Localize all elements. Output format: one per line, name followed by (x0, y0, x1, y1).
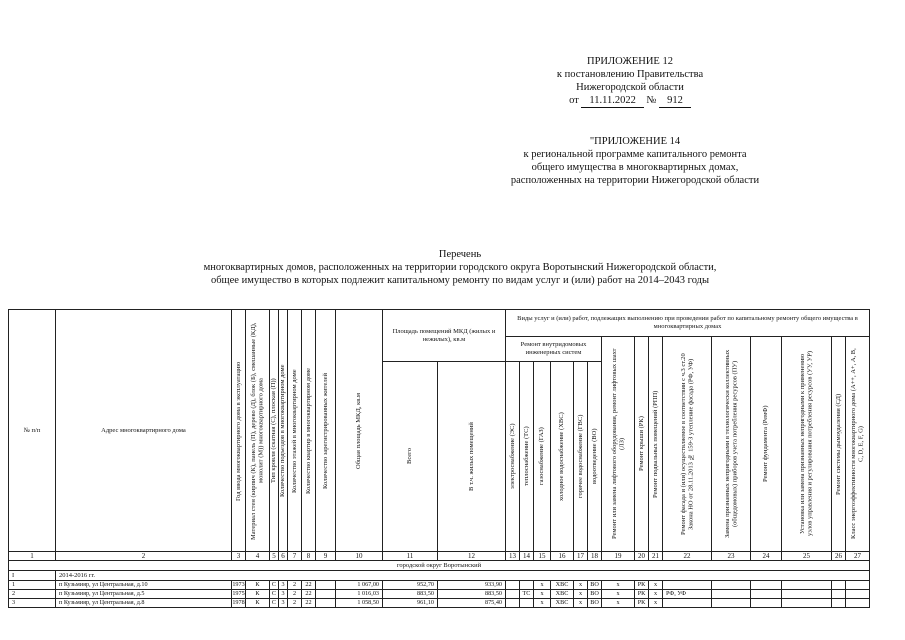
column-number: 16 (551, 552, 574, 561)
header-num: № п/п (9, 310, 56, 552)
appendix-12-line2: к постановлению Правительства (556, 69, 704, 80)
column-number: 6 (279, 552, 288, 561)
header-es: электроснабжение (ЭС) (506, 362, 520, 552)
cell-energy-class (846, 599, 870, 608)
header-foundation: Ремонт фундамента (РемФ) (751, 337, 782, 552)
header-basement: Ремонт подвальных помещений (РПП) (649, 337, 663, 552)
cell-area-all: 952,70 (383, 581, 438, 590)
cell-control-units (782, 581, 832, 590)
column-number: 7 (288, 552, 302, 561)
resolution-number: 912 (659, 94, 691, 108)
column-number: 22 (663, 552, 712, 561)
column-number: 15 (534, 552, 551, 561)
cell-foundation (751, 599, 782, 608)
houses-table (8, 309, 870, 608)
header-area-group: Площадь помещений МКД (жилых и нежилых), кв.м (383, 310, 506, 362)
section-row (9, 561, 870, 571)
header-area-all: Всего (383, 362, 438, 552)
header-total-area: Общая площадь МКД, кв.м (336, 310, 383, 552)
cell-floors: 2 (288, 581, 302, 590)
cell-es (506, 590, 520, 599)
header-roof-repair: Ремонт крыши (РК) (635, 337, 649, 552)
cell-es (506, 599, 520, 608)
title-line3: общее имущество в которых подлежит капитальному ремонту по видам услуг и (или) работ на 2014–2043 годы (210, 275, 710, 286)
cell-apartments: 22 (302, 599, 316, 608)
header-area-living: В т.ч. жилых помещений (438, 362, 506, 552)
cell-address: п Кузьмияр, ул Центральная, д.5 (56, 590, 232, 599)
cell-area-living: 933,90 (438, 581, 506, 590)
header-smoke: Ремонт системы дымоудаления (СД) (832, 337, 846, 552)
appendix-14-line3: общего имущества в многоквартирных домах, (531, 162, 739, 173)
cell-meters (712, 590, 751, 599)
cell-basement: х (649, 590, 663, 599)
column-number: 11 (383, 552, 438, 561)
cell-wall: К (246, 581, 270, 590)
cell-roof: С (270, 581, 279, 590)
cell-roof: С (270, 599, 279, 608)
cell-area-all: 961,10 (383, 599, 438, 608)
header-year: Год ввода многоквартирного дома в эксплуатацию (232, 310, 246, 552)
cell-ts (520, 599, 534, 608)
cell-hvs: ХВС (551, 581, 574, 590)
appendix-14-header (455, 135, 815, 187)
appendix-12-title: ПРИЛОЖЕНИЕ 12 (587, 56, 673, 67)
period-num: I (9, 571, 56, 581)
cell-apartments: 22 (302, 581, 316, 590)
column-number: 3 (232, 552, 246, 561)
cell-gas: х (534, 581, 551, 590)
column-number: 5 (270, 552, 279, 561)
appendix-14-line2: к региональной программе капитального ремонта (523, 149, 747, 160)
column-number: 2 (56, 552, 232, 561)
header-control-units: Установка или замена признанных непригодными к применению узлов управления и регулирования потребления ресурсов (УУ, УР) (782, 337, 832, 552)
resolution-date: 11.11.2022 (581, 94, 643, 108)
cell-year: 1973 (232, 581, 245, 588)
cell-residents (316, 599, 336, 608)
header-energy-class: Класс энергоэффективности многоквартирного дома (А++, А+, А, В, С, D, E, F, G) (846, 337, 870, 552)
table-row (9, 599, 870, 608)
cell-num: 3 (9, 599, 56, 608)
cell-floors: 2 (288, 599, 302, 608)
cell-foundation (751, 581, 782, 590)
column-number: 4 (246, 552, 270, 561)
column-number: 23 (712, 552, 751, 561)
cell-year: 1975 (232, 590, 245, 597)
column-number: 10 (336, 552, 383, 561)
title-line1: Перечень (438, 249, 482, 260)
date-prefix: от (569, 95, 579, 106)
column-number: 24 (751, 552, 782, 561)
header-roof: Тип кровли (скатная (С), плоская (П)) (270, 310, 279, 552)
column-number: 27 (846, 552, 870, 561)
column-number: 17 (574, 552, 588, 561)
table-row (9, 581, 870, 590)
cell-address: п Кузьмияр, ул Центральная, д.10 (56, 581, 232, 590)
cell-meters (712, 581, 751, 590)
column-number: 8 (302, 552, 316, 561)
cell-energy-class (846, 581, 870, 590)
cell-num: 2 (9, 590, 56, 599)
cell-basement: х (649, 599, 663, 608)
cell-meters (712, 599, 751, 608)
cell-entrances: 3 (279, 590, 288, 599)
cell-hvs: ХВС (551, 590, 574, 599)
column-number: 18 (588, 552, 602, 561)
cell-area-living: 883,50 (438, 590, 506, 599)
column-number: 20 (635, 552, 649, 561)
cell-control-units (782, 599, 832, 608)
cell-year: 1978 (232, 599, 245, 606)
cell-roof-repair: РК (635, 581, 649, 590)
cell-roof-repair: РК (635, 590, 649, 599)
header-floors: Количество этажей в многоквартирном доме (288, 310, 302, 552)
cell-lift: х (602, 590, 635, 599)
column-number: 25 (782, 552, 832, 561)
cell-roof-repair: РК (635, 599, 649, 608)
cell-roof: С (270, 590, 279, 599)
appendix-12-line3: Нижегородской области (576, 82, 684, 93)
header-hvs: холодное водоснабжение (ХВС) (551, 362, 574, 552)
cell-energy-class (846, 590, 870, 599)
appendix-12-dateline (569, 94, 691, 108)
column-numbers-row (9, 552, 870, 561)
cell-area-all: 883,50 (383, 590, 438, 599)
header-entrances: Количество подъездов в многоквартирном доме (279, 310, 288, 552)
cell-facade (663, 581, 712, 590)
cell-residents (316, 581, 336, 590)
cell-area-living: 875,40 (438, 599, 506, 608)
header-vo: водоотведение (ВО) (588, 362, 602, 552)
cell-address: п Кузьмияр, ул Центральная, д.8 (56, 599, 232, 608)
cell-vo: ВО (588, 581, 602, 590)
column-number: 14 (520, 552, 534, 561)
cell-basement: х (649, 581, 663, 590)
cell-facade: РФ, УФ (663, 590, 712, 599)
cell-facade (663, 599, 712, 608)
column-number: 26 (832, 552, 846, 561)
cell-wall: К (246, 599, 270, 608)
cell-gas: х (534, 590, 551, 599)
cell-ts (520, 581, 534, 590)
header-works-group: Виды услуг и (или) работ, подлежащих выполнению при проведении работ по капитальному ремонту общего имущества в многоквартирных домах (506, 310, 870, 337)
appendix-12-header (520, 55, 740, 108)
cell-residents (316, 590, 336, 599)
header-apartments: Количество квартир в многоквартирном доме (302, 310, 316, 552)
header-facade: Ремонт фасада и (или) осуществляемое в соответствии с ч.3 ст.20 Закона НО от 28.11.2013 № 159-З утепление фасада (РФ, УФ) (663, 337, 712, 552)
cell-gvs: х (574, 590, 588, 599)
period-label: 2014-2016 гг. (56, 571, 870, 581)
section-title: городской округ Воротынский (9, 561, 870, 571)
cell-hvs: ХВС (551, 599, 574, 608)
header-lift: Ремонт или замена лифтового оборудования, ремонт лифтовых шахт (ЛЗ) (602, 337, 635, 552)
cell-vo: ВО (588, 599, 602, 608)
header-residents: Количество зарегистрированных жителей (316, 310, 336, 552)
cell-smoke (832, 590, 846, 599)
cell-gas: х (534, 599, 551, 608)
table-row (9, 590, 870, 599)
cell-control-units (782, 590, 832, 599)
cell-foundation (751, 590, 782, 599)
column-number: 1 (9, 552, 56, 561)
column-number: 13 (506, 552, 520, 561)
column-number: 9 (316, 552, 336, 561)
number-sign: № (646, 95, 657, 106)
cell-total-area: 1 067,00 (336, 581, 383, 590)
column-number: 12 (438, 552, 506, 561)
cell-num: 1 (9, 581, 56, 590)
cell-smoke (832, 581, 846, 590)
appendix-14-title: "ПРИЛОЖЕНИЕ 14 (589, 136, 681, 147)
header-gvs: горячее водоснабжение (ГВС) (574, 362, 588, 552)
period-row (9, 571, 870, 581)
column-number: 19 (602, 552, 635, 561)
cell-gvs: х (574, 581, 588, 590)
cell-wall: К (246, 590, 270, 599)
cell-apartments: 22 (302, 590, 316, 599)
cell-ts: ТС (520, 590, 534, 599)
cell-entrances: 3 (279, 599, 288, 608)
header-wall: Материал стен (кирпич (К), панель (П), дерево (Д), блок (Б), смешанные (КД), монолит (М)) многоквартирного дома (246, 310, 270, 552)
document-title (40, 248, 880, 287)
column-number: 21 (649, 552, 663, 561)
cell-smoke (832, 599, 846, 608)
title-line2: многоквартирных домов, расположенных на территории городского округа Воротынский Нижегородской области, (203, 262, 717, 273)
cell-lift: х (602, 581, 635, 590)
cell-total-area: 1 016,03 (336, 590, 383, 599)
cell-floors: 2 (288, 590, 302, 599)
header-engineering-group: Ремонт внутридомовых инженерных систем (506, 337, 602, 362)
cell-lift: х (602, 599, 635, 608)
cell-gvs: х (574, 599, 588, 608)
cell-total-area: 1 058,50 (336, 599, 383, 608)
header-ts: теплоснабжение (ТС) (520, 362, 534, 552)
cell-entrances: 3 (279, 581, 288, 590)
header-meters: Замена признанных непригодными в технологически коллективных (общедомовых) приборов учета потребления ресурсов (ПУ) (712, 337, 751, 552)
header-gas: газоснабжение (ГАЗ) (534, 362, 551, 552)
header-address: Адрес многоквартирного дома (56, 310, 232, 552)
cell-vo: ВО (588, 590, 602, 599)
appendix-14-line4: расположенных на территории Нижегородской области (510, 175, 760, 186)
cell-es (506, 581, 520, 590)
